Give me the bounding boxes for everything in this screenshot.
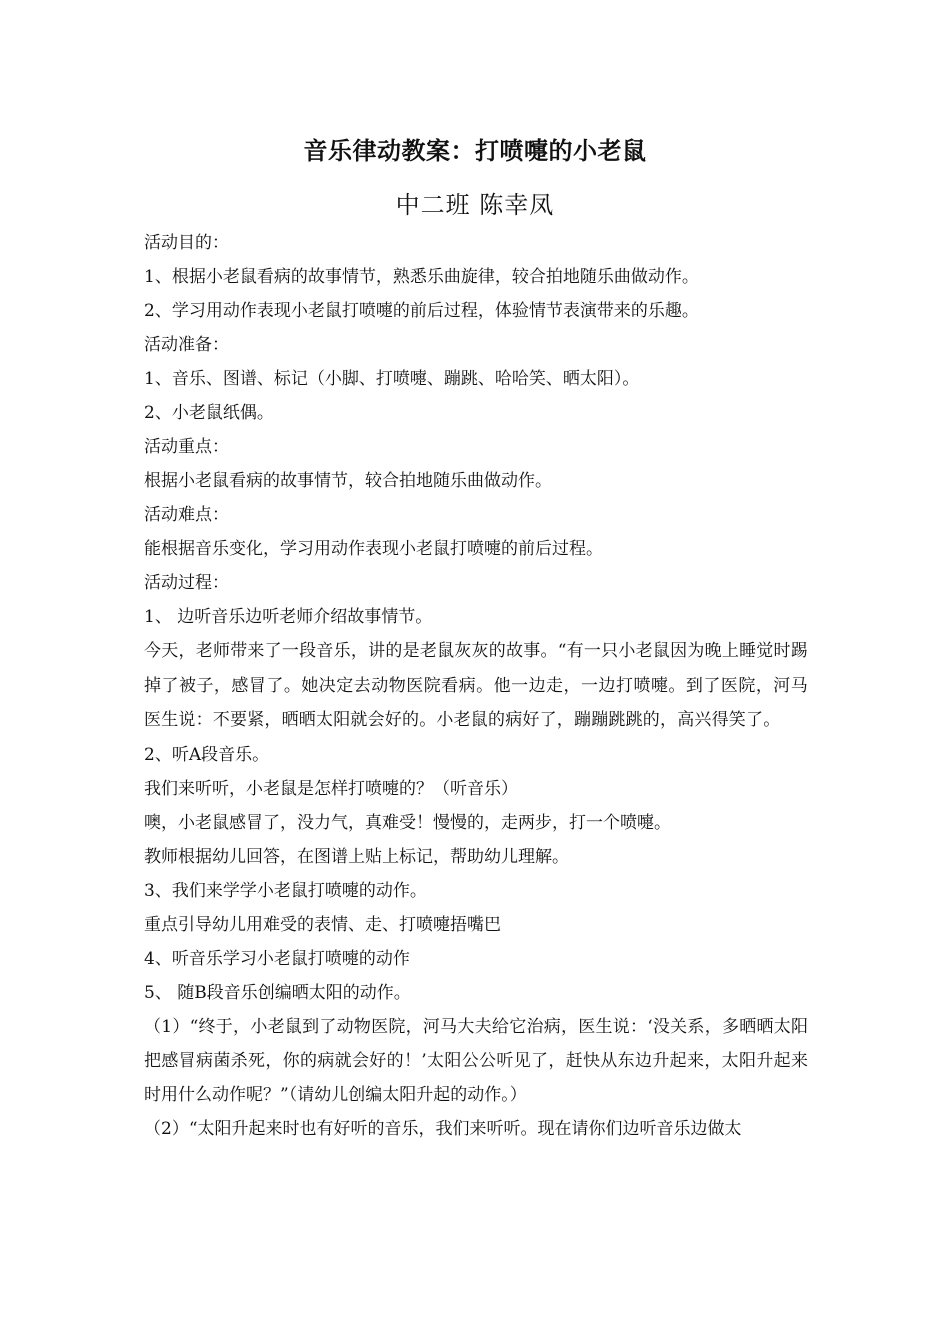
goal-item-1: 1、根据小老鼠看病的故事情节，熟悉乐曲旋律，较合拍地随乐曲做动作。 (144, 267, 699, 287)
preparation-item-1: 1、音乐、图谱、标记（小脚、打喷嚏、蹦跳、哈哈笑、晒太阳）。 (144, 369, 640, 389)
story-paragraph: 今天，老师带来了一段音乐，讲的是老鼠灰灰的故事。“有一只小老鼠因为晚上睡觉时踢掉了被子，感冒了。她决定去动物医院看病。他一边走，一边打喷嚏。到了医院，河马医生说：不要紧，晒晒太阳就会好的。小老鼠的病好了，蹦蹦跳跳的，高兴得笑了。 (144, 641, 808, 730)
section-heading-process: 活动过程： (144, 573, 229, 593)
preparation-item-2: 2、小老鼠纸偶。 (144, 403, 274, 423)
process-step-2: 2、听A段音乐。 (144, 744, 270, 765)
step-2-narration: 噢，小老鼠感冒了，没力气，真难受！慢慢的，走两步，打一个喷嚏。 (144, 812, 671, 833)
author-line: 中二班 陈幸凤 (395, 191, 555, 219)
step-2-question: 我们来听听，小老鼠是怎样打喷嚏的？（听音乐） (144, 778, 518, 799)
page-title: 音乐律动教案：打喷嚏的小老鼠 (303, 136, 647, 165)
step-3-focus: 重点引导幼儿用难受的表情、走、打喷嚏捂嘴巴 (144, 914, 501, 935)
process-step-5: 5、 随B段音乐创编晒太阳的动作。 (144, 982, 411, 1003)
section-heading-goals: 活动目的： (144, 233, 229, 253)
step-5-part-1: （1）“终于，小老鼠到了动物医院，河马大夫给它治病，医生说：‘没关系，多晒晒太阳把感冒病菌杀死，你的病就会好的！’太阳公公听见了，赶快从东边升起来，太阳升起来时用什么动作呢？”（请幼儿创编太阳升起的动作。） (144, 1016, 808, 1105)
step-5-part-2: （2）“太阳升起来时也有好听的音乐，我们来听听。现在请你们边听音乐边做太 (144, 1118, 742, 1139)
difficulty-text: 能根据音乐变化，学习用动作表现小老鼠打喷嚏的前后过程。 (144, 539, 603, 559)
section-heading-preparation: 活动准备： (144, 335, 229, 355)
process-step-3: 3、我们来学学小老鼠打喷嚏的动作。 (144, 880, 427, 901)
step-2-teacher-note: 教师根据幼儿回答，在图谱上贴上标记，帮助幼儿理解。 (144, 846, 569, 867)
document-body (144, 226, 808, 1146)
goal-item-2: 2、学习用动作表现小老鼠打喷嚏的前后过程，体验情节表演带来的乐趣。 (144, 301, 699, 321)
key-point-text: 根据小老鼠看病的故事情节，较合拍地随乐曲做动作。 (144, 471, 552, 491)
section-heading-key-point: 活动重点： (144, 437, 229, 457)
process-step-4: 4、听音乐学习小老鼠打喷嚏的动作 (144, 948, 410, 969)
process-step-1: 1、 边听音乐边听老师介绍故事情节。 (144, 607, 433, 627)
section-heading-difficulty: 活动难点： (144, 505, 229, 525)
